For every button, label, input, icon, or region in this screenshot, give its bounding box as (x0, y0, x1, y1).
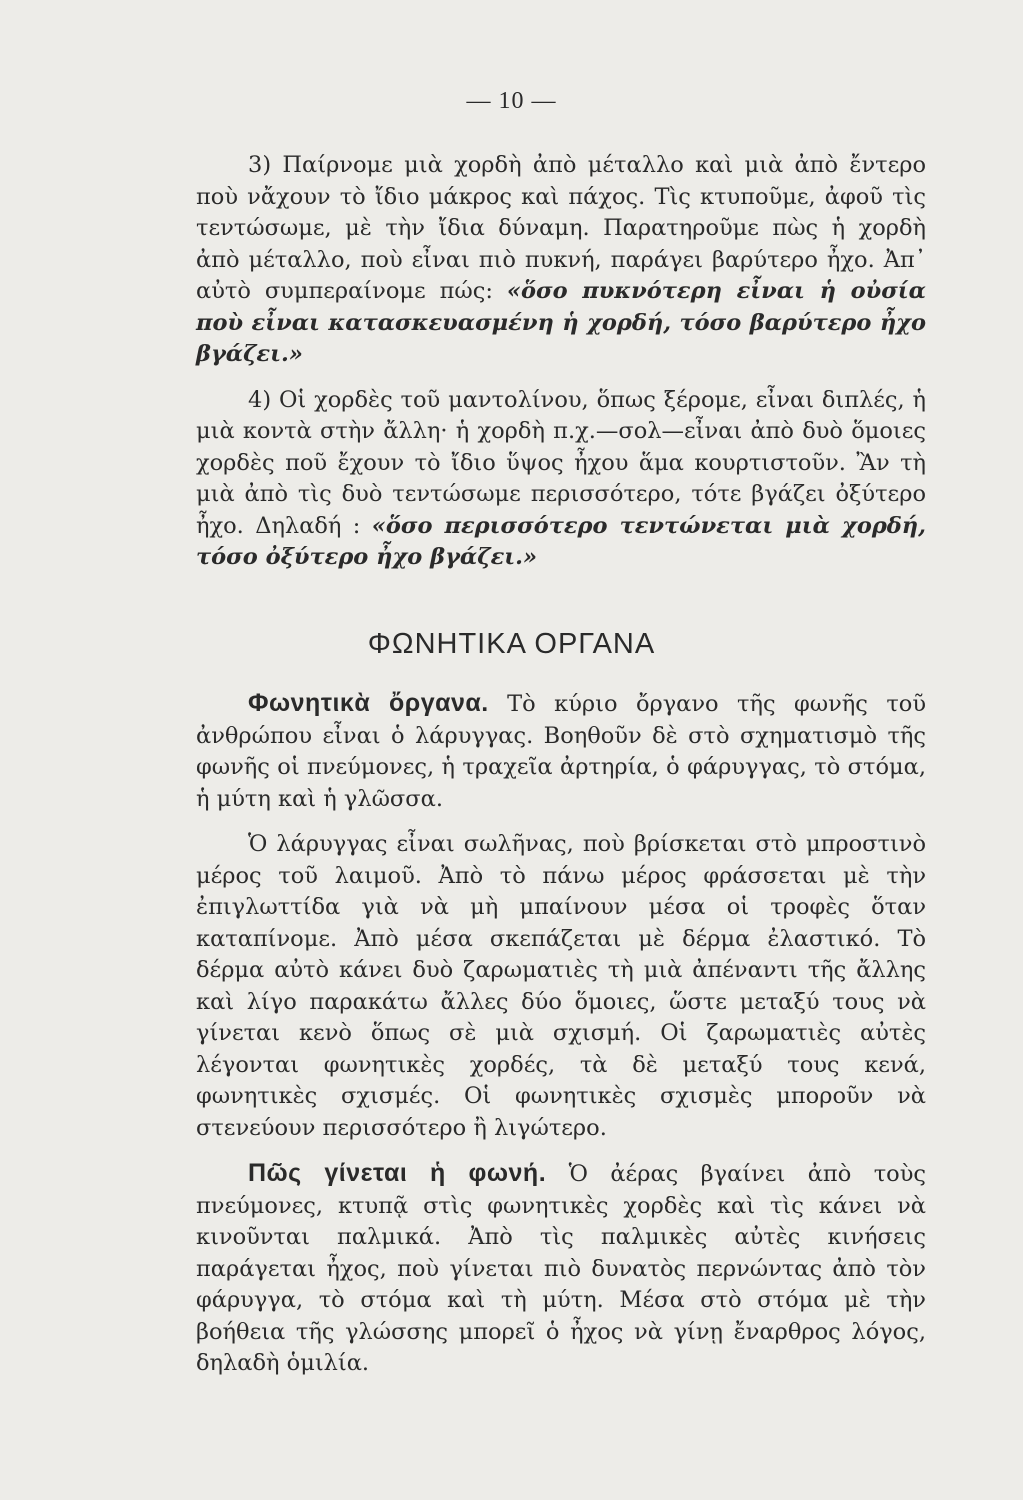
paragraph-text: Ὁ ἀέρας βγαίνει ἀπὸ τοὺς πνεύμονες, κτυπᾷ στὶς φωνητικὲς χορδὲς καὶ τὶς κάνει νὰ κινοῦνται παλμικά. Ἀπὸ τὶς παλμικὲς αὐτὲς κινήσεις παράγεται ἦχος, ποὺ γίνεται πιὸ δυνατὸς περνώντας ἀπὸ τὸν φάρυγγα, τὸ στόμα καὶ τὴ μύτη. Μέσα στὸ στόμα μὲ τὴν βοήθεια τῆς γλώσσης μπορεῖ ὁ ἦχος νὰ γίνῃ ἔναρθρος λόγος, δηλαδὴ ὁμιλία. (196, 1161, 926, 1376)
conclusion-emphasis: «ὅσο πυκνότερη εἶναι ἡ οὐσία ποὺ εἶναι κατασκευασμένη ἡ χορδή, τόσο βαρύτερο ἦχο βγάζει.» (196, 278, 926, 367)
experiments-text (196, 150, 926, 574)
paragraph-larynx (196, 829, 926, 1144)
paragraph-text: 3) Παίρνομε μιὰ χορδὴ ἀπὸ μέταλλο καὶ μιὰ ἀπὸ ἔντερο ποὺ νἄχουν τὸ ἴδιο μάκρος καὶ πάχος. Τὶς κτυποῦμε, ἀφοῦ τὶς τεντώσωμε, μὲ τὴν ἴδια δύναμη. Παρατηροῦμε πὼς ἡ χορδὴ ἀπὸ μέταλλο, ποὺ εἶναι πιὸ πυκνή, παράγει βαρύτερο ἦχο. Ἀπ᾿ αὐτὸ συμπεραίνομε πώς: (196, 152, 926, 304)
paragraph-experiment-3 (196, 150, 926, 371)
run-in-heading: Πῶς γίνεται ἡ φωνή. (248, 1159, 547, 1187)
paragraph-vocal-organs (196, 688, 926, 815)
conclusion-emphasis: «ὅσο περισσότερο τεντώνεται μιὰ χορδή, τόσο ὀξύτερο ἦχο βγάζει.» (196, 512, 926, 570)
paragraph-text: 4) Οἱ χορδὲς τοῦ μαντολίνου, ὅπως ξέρομε, εἶναι διπλές, ἡ μιὰ κοντὰ στὴν ἄλλη· ἡ χορδὴ π.χ.—σολ—εἶναι ἀπὸ δυὸ ὅμοιες χορδὲς ποῦ ἔχουν τὸ ἴδιο ὕψος ἦχου ἅμα κουρτιστοῦν. Ἂν τὴ μιὰ ἀπὸ τὶς δυὸ τεντώσωμε περισσότερο, τότε βγάζει ὀξύτερο ἦχο. Δηλαδή : (196, 386, 926, 539)
paragraph-experiment-4 (196, 385, 926, 574)
vocal-organs-text (196, 688, 926, 1380)
paragraph-text: Τὸ κύριο ὄργανο τῆς φωνῆς τοῦ ἀνθρώπου εἶναι ὁ λάρυγγας. Βοηθοῦν δὲ στὸ σχηματισμὸ τῆς φωνῆς οἱ πνεύμονες, ἡ τραχεῖα ἀρτηρία, ὁ φάρυγγας, τὸ στόμα, ἡ μύτη καὶ ἡ γλῶσσα. (196, 691, 926, 812)
section-title: ΦΩΝΗΤΙΚΑ ΟΡΓΑΝΑ (367, 628, 656, 660)
paragraph-voice-production (196, 1158, 926, 1380)
run-in-heading: Φωνητικὰ ὄργανα. (248, 689, 489, 717)
page-number: — 10 — (466, 88, 557, 114)
paragraph-text: Ὁ λάρυγγας εἶναι σωλῆνας, ποὺ βρίσκεται στὸ μπροστινὸ μέρος τοῦ λαιμοῦ. Ἀπὸ τὸ πάνω μέρος φράσσεται μὲ τὴν ἐπιγλωττίδα γιὰ νὰ μὴ μπαίνουν μέσα οἱ τροφὲς ὅταν καταπίνομε. Ἀπὸ μέσα σκεπάζεται μὲ δέρμα ἐλαστικό. Τὸ δέρμα αὐτὸ κάνει δυὸ ζαρωματιὲς τὴ μιὰ ἀπέναντι τῆς ἄλλης καὶ λίγο παρακάτω ἄλλες δύο ὅμοιες, ὥστε μεταξύ τους νὰ γίνεται κενὸ ὅπως σὲ μιὰ σχισμή. Οἱ ζαρωματιὲς αὐτὲς λέγονται φωνητικὲς χορδές, τὰ δὲ μεταξύ τους κενά, φωνητικὲς σχισμές. Οἱ φωνητικὲς σχισμὲς μποροῦν νὰ στενεύουν περισσότερο ἢ λιγώτερο. (196, 831, 926, 1141)
